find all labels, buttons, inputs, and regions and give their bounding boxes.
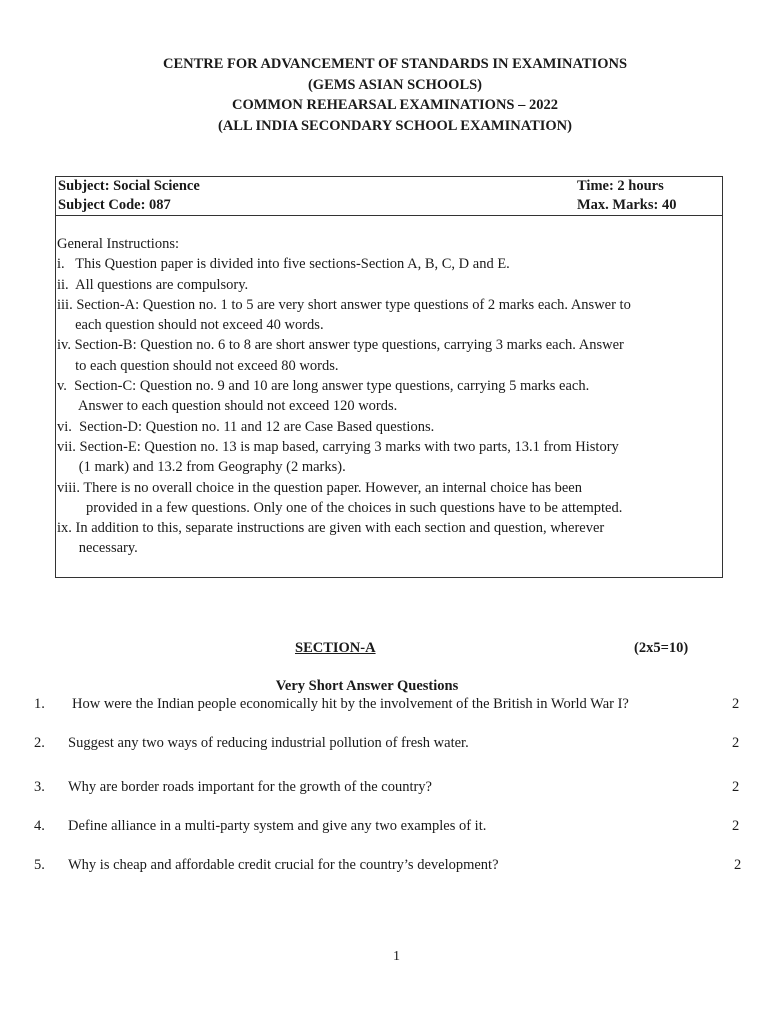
instructions-heading: General Instructions: [57,236,180,252]
question-text: Why is cheap and affordable credit crucial for the country’s development? [68,857,499,873]
section-marks: (2x5=10) [634,640,689,656]
question-marks: 2 [734,857,742,873]
instruction-line: iii. Section-A: Question no. 1 to 5 are very short answer type questions of 2 marks each. Answer to [57,296,631,313]
question-marks: 2 [732,779,740,795]
instruction-line: i. This Question paper is divided into five sections-Section A, B, C, D and E. [57,256,510,273]
subject-details [56,177,722,216]
question-marks: 2 [732,696,740,712]
instruction-line: vii. Section-E: Question no. 13 is map based, carrying 3 marks with two parts, 13.1 from History [57,438,619,455]
header-exam-level: (ALL INDIA SECONDARY SCHOOL EXAMINATION) [218,117,572,134]
instruction-line: v. Section-C: Question no. 9 and 10 are long answer type questions, carrying 5 marks each. [57,378,590,395]
page-number: 1 [393,949,400,964]
instruction-line: vi. Section-D: Question no. 11 and 12 are Case Based questions. [57,418,435,435]
question-number: 2. [34,735,45,751]
question-number: 1. [34,696,45,712]
question-number: 4. [34,818,45,834]
instruction-line: ii. All questions are compulsory. [57,276,249,293]
section-title: SECTION-A [295,640,376,656]
instruction-line: to each question should not exceed 80 words. [57,357,339,374]
instruction-line: each question should not exceed 40 words. [57,317,324,334]
instruction-line: viii. There is no overall choice in the question paper. However, an internal choice has been [57,479,582,496]
question-marks: 2 [732,735,740,751]
general-instructions [57,234,717,559]
instruction-line: (1 mark) and 13.2 from Geography (2 marks). [57,459,346,476]
subject-label: Subject: Social Science [58,178,200,194]
question-text: Suggest any two ways of reducing industrial pollution of fresh water. [68,735,469,751]
instruction-line: Answer to each question should not exceed 120 words. [57,398,398,415]
question-text: How were the Indian people economically hit by the involvement of the British in World War I? [72,696,629,712]
instruction-line: ix. In addition to this, separate instructions are given with each section and question, wherever [57,520,605,537]
instruction-line: provided in a few questions. Only one of the choices in such questions have to be attempted. [57,499,623,516]
question-text: Define alliance in a multi-party system and give any two examples of it. [68,818,487,834]
header-schools: (GEMS ASIAN SCHOOLS) [307,76,483,93]
question-number: 3. [34,779,45,795]
max-marks-label: Max. Marks: 40 [577,197,677,213]
question-marks: 2 [732,818,740,834]
instruction-line: iv. Section-B: Question no. 6 to 8 are short answer type questions, carrying 3 marks each. Answer [57,337,624,354]
exam-header [0,54,768,136]
instruction-line: necessary. [57,540,138,557]
time-label: Time: 2 hours [577,178,664,194]
question-number: 5. [34,857,45,873]
header-exam-name: COMMON REHEARSAL EXAMINATIONS – 2022 [231,97,558,113]
section-subheading: Very Short Answer Questions [275,678,459,694]
header-institution: CENTRE FOR ADVANCEMENT OF STANDARDS IN EXAMINATIONS [162,56,628,72]
subject-code-label: Subject Code: 087 [58,197,171,213]
question-text: Why are border roads important for the growth of the country? [68,779,432,795]
